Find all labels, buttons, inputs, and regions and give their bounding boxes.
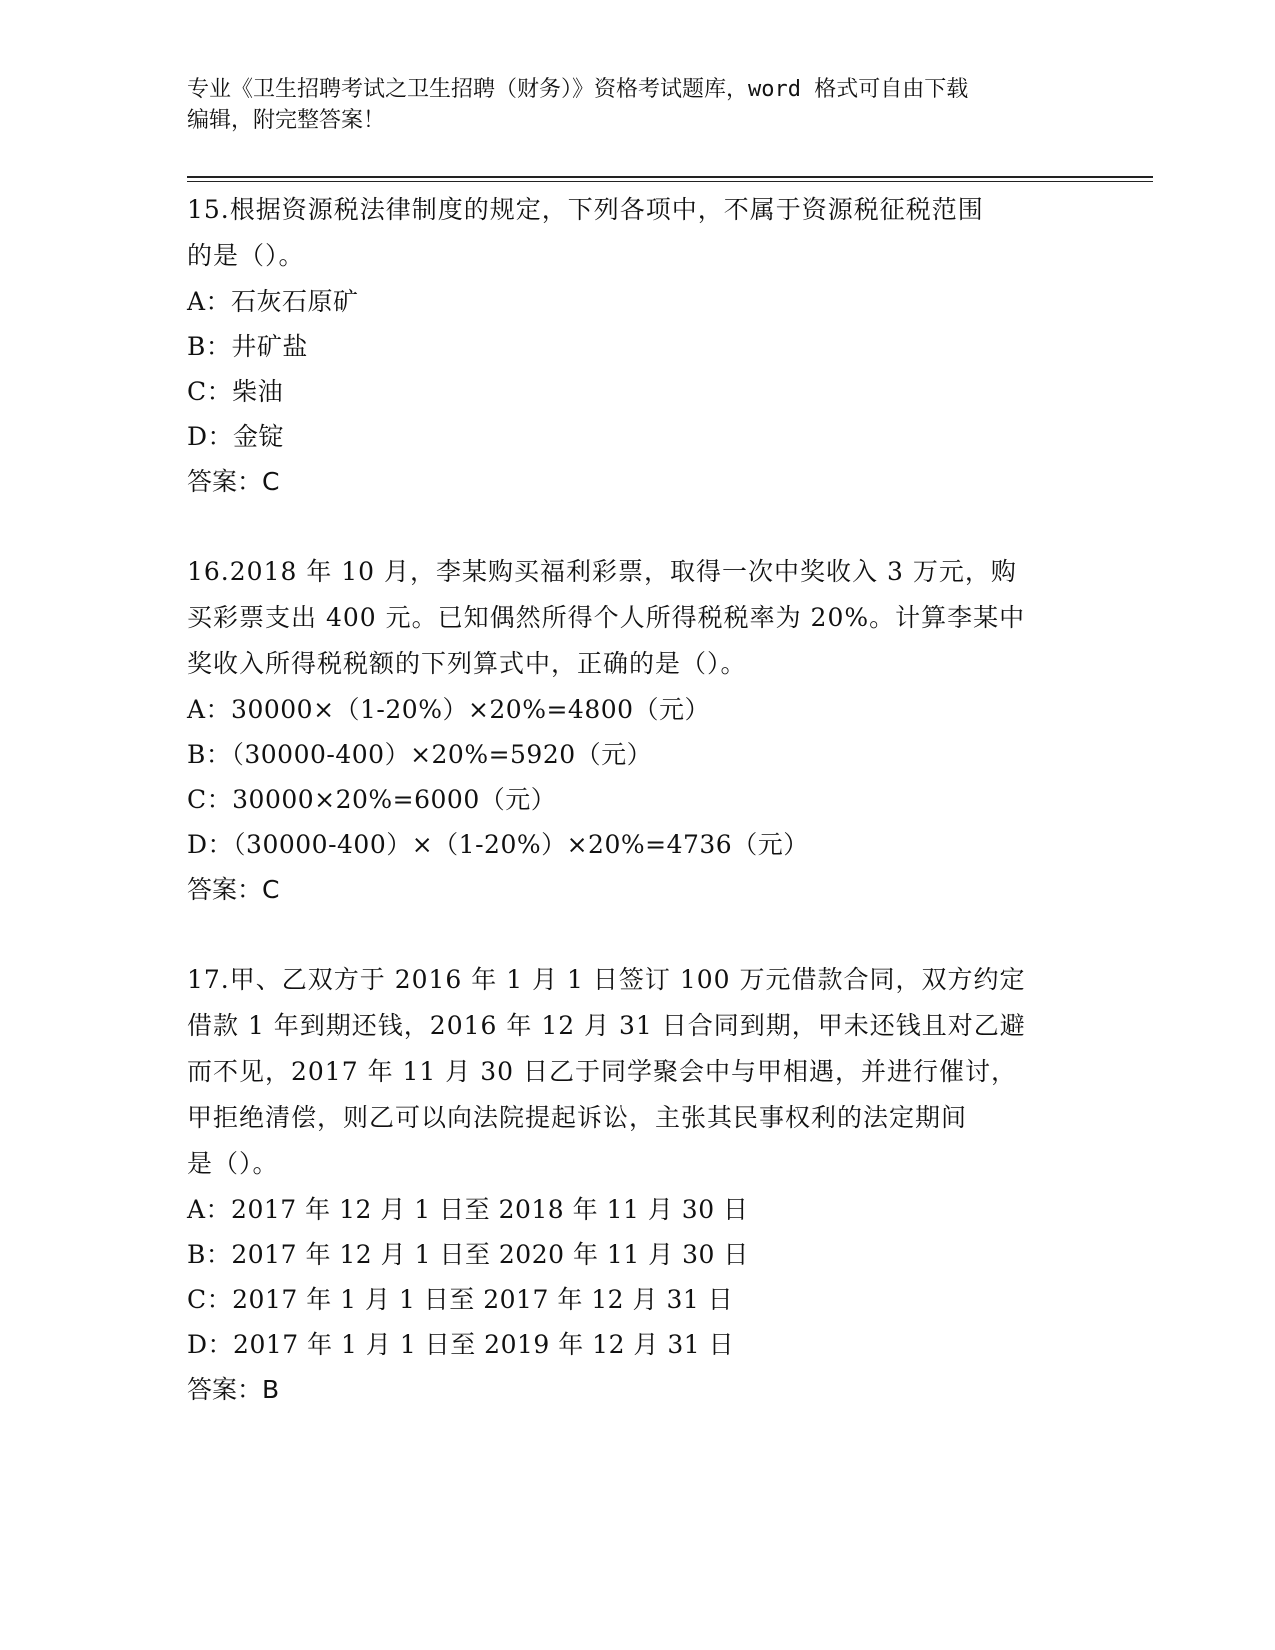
header-line-1: 专业《卫生招聘考试之卫生招聘（财务）》资格考试题库，word 格式可自由下载	[187, 77, 969, 102]
question-text-line: 是（）。	[187, 1149, 279, 1178]
answer-label: 答案：	[187, 1375, 263, 1404]
question-text-line: 买彩票支出 400 元。已知偶然所得个人所得税税率为 20%。计算李某中	[187, 603, 1026, 632]
answer-value: C	[262, 875, 280, 904]
option-a: A：30000×（1-20%）×20%=4800（元）	[187, 695, 711, 724]
question-text-line: 而不见，2017 年 11 月 30 日乙于同学聚会中与甲相遇，并进行催讨，	[187, 1057, 1017, 1086]
question-text-line: 15.根据资源税法律制度的规定，下列各项中，不属于资源税征税范围	[187, 195, 984, 224]
answer-value: B	[262, 1375, 280, 1404]
option-c: C：30000×20%=6000（元）	[187, 785, 557, 814]
question-text-line: 的是（）。	[187, 241, 305, 270]
option-b: B：（30000-400）×20%=5920（元）	[187, 740, 653, 769]
question-spacer	[187, 912, 1087, 957]
option-c: C：2017 年 1 月 1 日至 2017 年 12 月 31 日	[187, 1285, 734, 1314]
answer-line	[187, 1367, 1087, 1412]
answer-label: 答案：	[187, 875, 263, 904]
option-d: D：（30000-400）×（1-20%）×20%=4736（元）	[187, 830, 809, 859]
answer-value: C	[262, 467, 280, 496]
question-list	[187, 187, 1087, 1412]
answer-line	[187, 459, 1087, 504]
header-line-2: 编辑，附完整答案！	[187, 108, 386, 133]
option-d: D：金锭	[187, 422, 285, 451]
option-a: A：石灰石原矿	[187, 287, 359, 316]
answer-line	[187, 867, 1087, 912]
option-b: B：2017 年 12 月 1 日至 2020 年 11 月 30 日	[187, 1240, 749, 1269]
question-text-line: 16.2018 年 10 月，李某购买福利彩票，取得一次中奖收入 3 万元，购	[187, 557, 1017, 586]
option-b: B：井矿盐	[187, 332, 308, 361]
header-divider-thin	[187, 181, 1153, 182]
question-15	[187, 187, 1087, 504]
answer-label: 答案：	[187, 467, 263, 496]
question-text-line: 借款 1 年到期还钱，2016 年 12 月 31 日合同到期，甲未还钱且对乙避	[187, 1011, 1026, 1040]
option-c: C：柴油	[187, 377, 284, 406]
question-16	[187, 549, 1087, 912]
header-divider-thick	[187, 176, 1153, 178]
document-header	[187, 74, 1087, 136]
question-text-line: 甲拒绝清偿，则乙可以向法院提起诉讼，主张其民事权利的法定期间	[187, 1103, 968, 1132]
question-text-line: 17.甲、乙双方于 2016 年 1 月 1 日签订 100 万元借款合同，双方约定	[187, 965, 1026, 994]
option-a: A：2017 年 12 月 1 日至 2018 年 11 月 30 日	[187, 1195, 749, 1224]
question-17	[187, 957, 1087, 1412]
option-d: D：2017 年 1 月 1 日至 2019 年 12 月 31 日	[187, 1330, 735, 1359]
question-spacer	[187, 504, 1087, 549]
question-text-line: 奖收入所得税税额的下列算式中，正确的是（）。	[187, 649, 747, 678]
